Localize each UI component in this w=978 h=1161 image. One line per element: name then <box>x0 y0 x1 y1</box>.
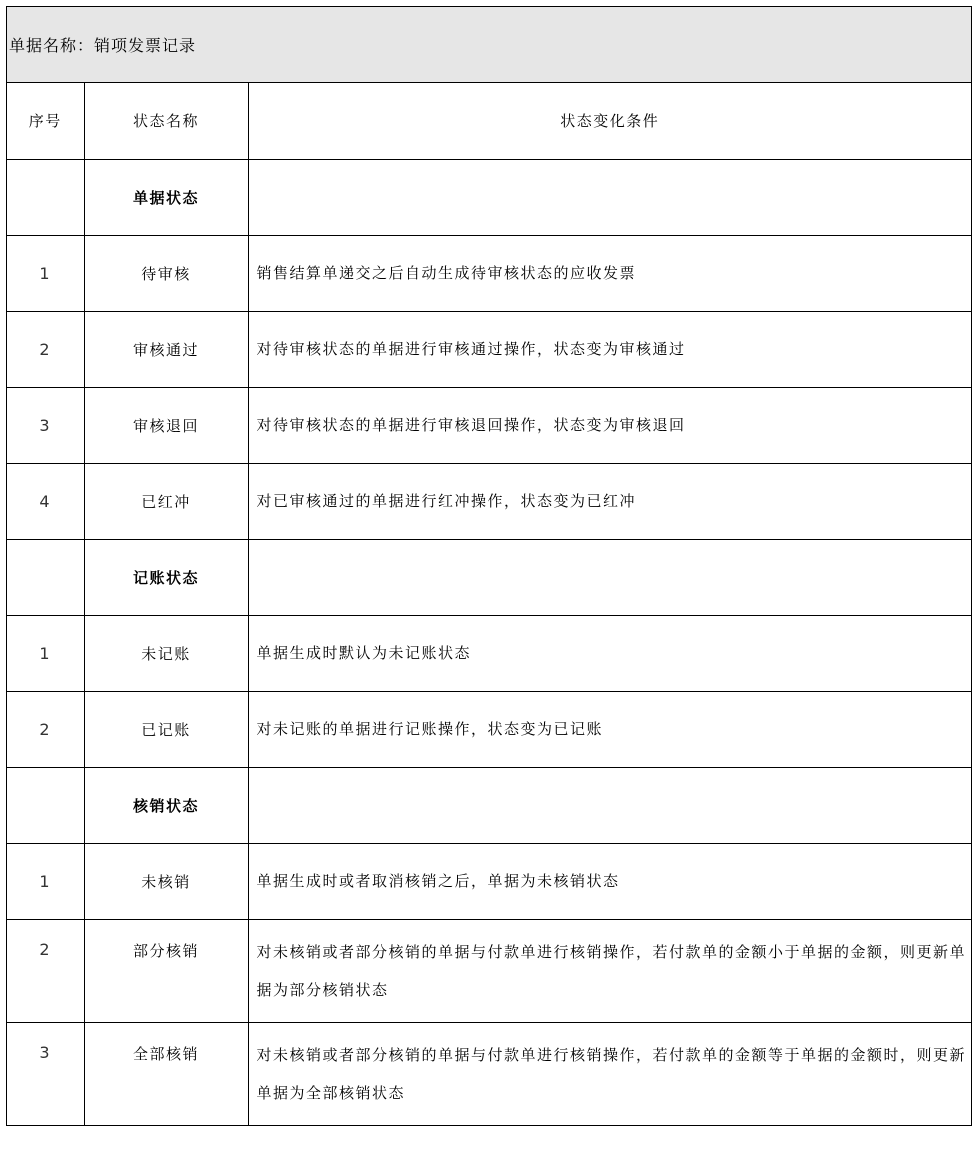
row-description: 对未记账的单据进行记账操作，状态变为已记账 <box>248 691 971 767</box>
status-name: 待审核 <box>84 235 248 311</box>
document-container <box>6 6 972 1126</box>
row-description: 对已审核通过的单据进行红冲操作，状态变为已红冲 <box>248 463 971 539</box>
row-description <box>248 159 971 235</box>
table-row <box>7 691 971 767</box>
section-title: 记账状态 <box>84 539 248 615</box>
table-row <box>7 311 971 387</box>
section-row <box>7 159 971 235</box>
section-row <box>7 539 971 615</box>
table-row <box>7 919 971 1022</box>
status-name: 未核销 <box>84 843 248 919</box>
status-name: 审核通过 <box>84 311 248 387</box>
row-index: 2 <box>7 311 84 387</box>
table-row <box>7 615 971 691</box>
header-status-name: 状态名称 <box>84 83 248 159</box>
row-index: 1 <box>7 615 84 691</box>
status-name: 部分核销 <box>84 919 248 1022</box>
status-table <box>7 83 971 1125</box>
table-row <box>7 387 971 463</box>
document-title: 单据名称：销项发票记录 <box>7 7 971 83</box>
row-description <box>248 767 971 843</box>
table-row <box>7 235 971 311</box>
row-description: 销售结算单递交之后自动生成待审核状态的应收发票 <box>248 235 971 311</box>
row-description: 对待审核状态的单据进行审核退回操作，状态变为审核退回 <box>248 387 971 463</box>
status-name: 审核退回 <box>84 387 248 463</box>
row-description: 对待审核状态的单据进行审核通过操作，状态变为审核通过 <box>248 311 971 387</box>
row-index: 2 <box>7 919 84 1022</box>
status-name: 未记账 <box>84 615 248 691</box>
row-index: 3 <box>7 1022 84 1125</box>
row-index <box>7 159 84 235</box>
row-index: 4 <box>7 463 84 539</box>
header-change-condition: 状态变化条件 <box>248 83 971 159</box>
status-name: 全部核销 <box>84 1022 248 1125</box>
table-header-row <box>7 83 971 159</box>
status-name: 已红冲 <box>84 463 248 539</box>
row-description: 对未核销或者部分核销的单据与付款单进行核销操作，若付款单的金额小于单据的金额，则更新单据为部分核销状态 <box>248 919 971 1022</box>
row-index: 3 <box>7 387 84 463</box>
row-index <box>7 767 84 843</box>
status-name: 已记账 <box>84 691 248 767</box>
row-index: 1 <box>7 235 84 311</box>
table-row <box>7 843 971 919</box>
row-index <box>7 539 84 615</box>
header-index: 序号 <box>7 83 84 159</box>
row-description <box>248 539 971 615</box>
row-description: 单据生成时默认为未记账状态 <box>248 615 971 691</box>
row-index: 2 <box>7 691 84 767</box>
row-description: 单据生成时或者取消核销之后，单据为未核销状态 <box>248 843 971 919</box>
row-index: 1 <box>7 843 84 919</box>
table-row <box>7 1022 971 1125</box>
section-title: 核销状态 <box>84 767 248 843</box>
row-description: 对未核销或者部分核销的单据与付款单进行核销操作，若付款单的金额等于单据的金额时，则更新单据为全部核销状态 <box>248 1022 971 1125</box>
section-title: 单据状态 <box>84 159 248 235</box>
section-row <box>7 767 971 843</box>
table-row <box>7 463 971 539</box>
